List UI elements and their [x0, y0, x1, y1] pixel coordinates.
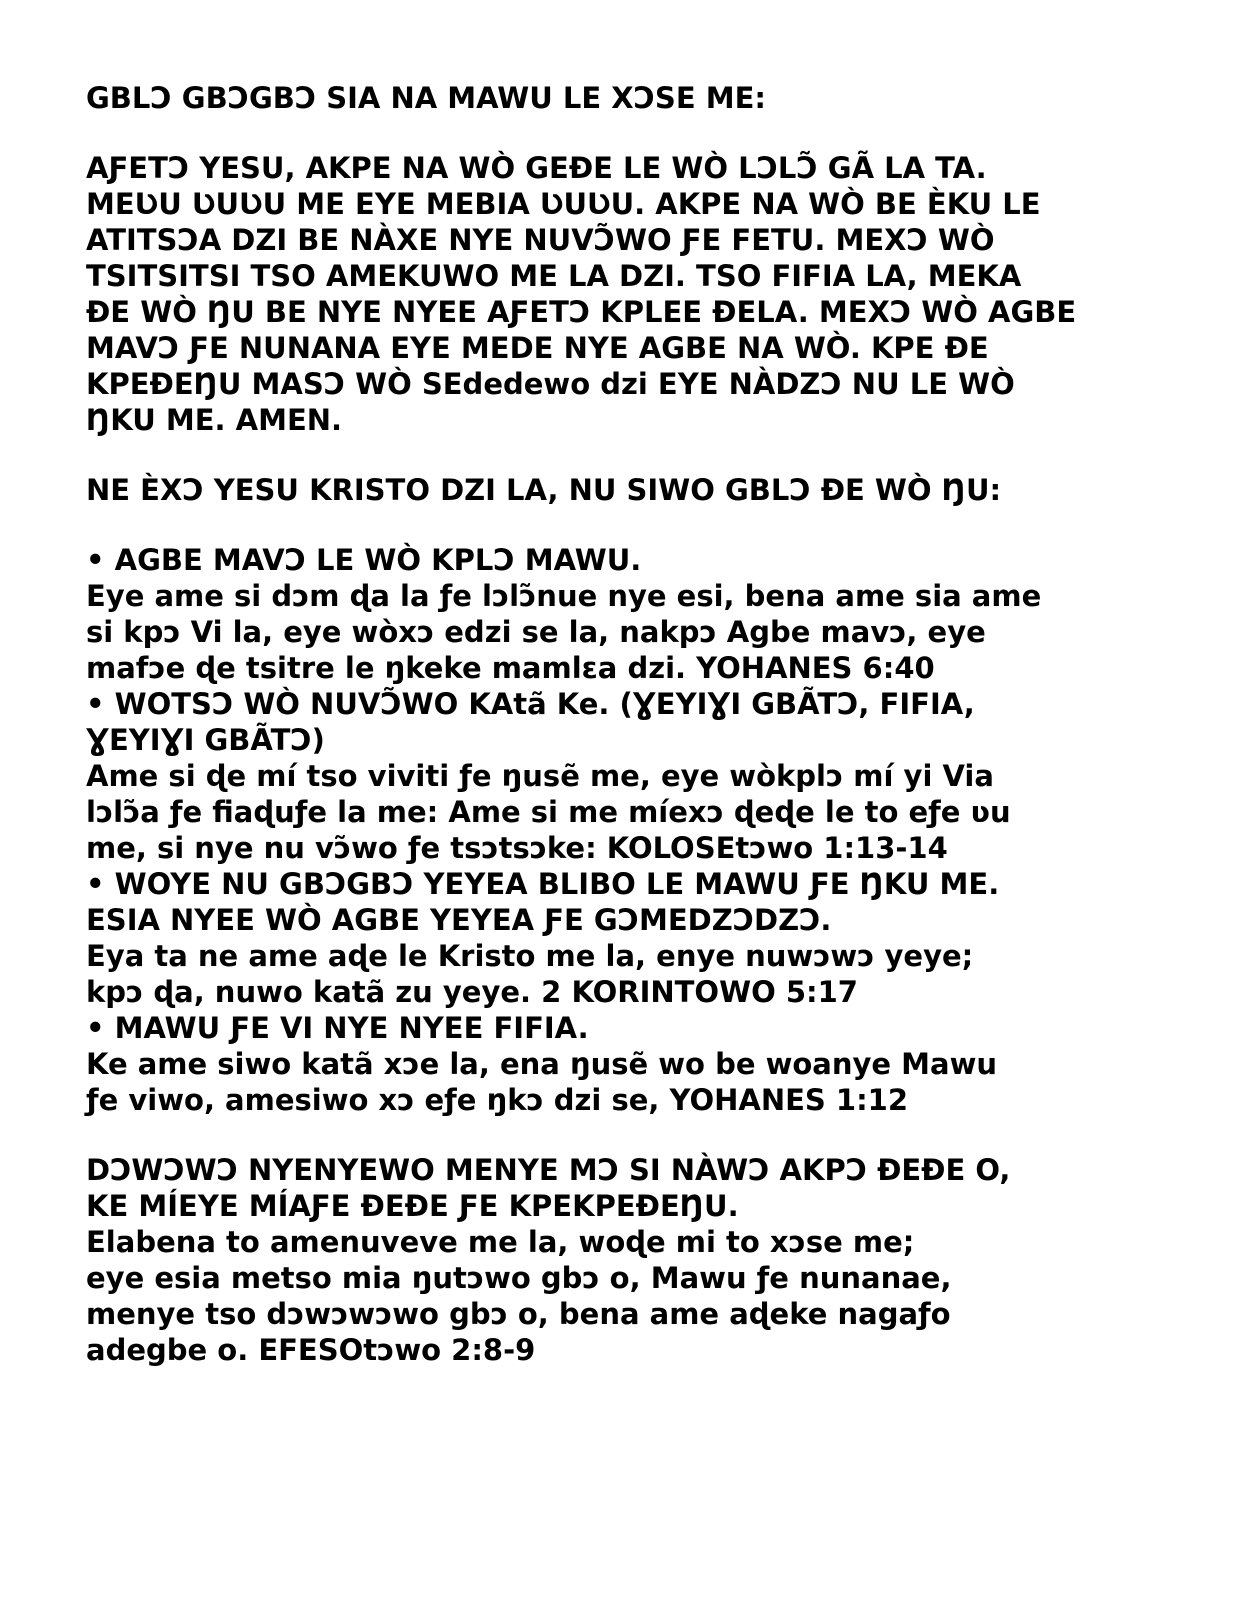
point-item: [86, 1010, 1144, 1118]
point-line: kpɔ ɖa, nuwo katã zu yeye. 2 KORINTOWO 5:17: [86, 975, 858, 1009]
point-line: ƔEYIƔI GBÃTƆ): [86, 723, 325, 757]
closing-line: eye esia metso mia ŋutɔwo gbɔ o, Mawu ƒe nunanae,: [86, 1261, 952, 1295]
prayer-line: KPEƉEŊU MASƆ WÒ SEdedewo dzi EYE NÀDZƆ NU LE WÒ: [86, 367, 1015, 401]
prayer-line: MEƲU ƲUƲU ME EYE MEBIA ƲUƲU. AKPE NA WÒ BE ÈKU LE: [86, 187, 1041, 221]
prayer-line: TSITSITSI TSO AMEKUWO ME LA DZI. TSO FIFIA LA, MEKA: [86, 259, 1022, 293]
prayer-line: ATITSƆA DZI BE NÀXE NYE NUVƆ̃WO ƑE FETU. MEXƆ WÒ: [86, 223, 995, 257]
point-line: ESIA NYEE WÒ AGBE YEYEA ƑE GƆMEDZƆDZƆ.: [86, 903, 832, 937]
point-line: Eya ta ne ame aɖe le Kristo me la, enye nuwɔwɔ yeye;: [86, 939, 974, 973]
point-line: Eye ame si dɔm ɖa la ƒe lɔlɔ̃nue nye esi, bena ame sia ame: [86, 579, 1042, 613]
point-line: • WOTSƆ WÒ NUVƆ̃WO KAtã Ke. (ƔEYIƔI GBÃTƆ, FIFIA,: [86, 687, 975, 721]
spacer: [86, 508, 1144, 542]
closing-line: DƆWƆWƆ NYENYEWO MENYE MƆ SI NÀWƆ AKPƆ ƉEƉE O,: [86, 1153, 1011, 1187]
point-line: mafɔe ɖe tsitre le ŋkeke mamlɛa dzi. YOHANES 6:40: [86, 651, 935, 685]
point-item: [86, 686, 1144, 866]
point-line: • AGBE MAVƆ LE WÒ KPLƆ MAWU.: [86, 543, 642, 577]
spacer: [86, 116, 1144, 150]
prayer-line: ŊKU ME. AMEN.: [86, 403, 343, 437]
section-heading: NE ÈXƆ YESU KRISTO DZI LA, NU SIWO GBLƆ ƉE WÒ ŊU:: [86, 473, 1002, 507]
point-item: [86, 542, 1144, 686]
point-line: lɔlɔ̃a ƒe fiaɖuƒe la me: Ame si me míexɔ ɖeɖe le to eƒe ʋu: [86, 795, 1011, 829]
closing-line: Elabena to amenuveve me la, woɖe mi to xɔse me;: [86, 1225, 915, 1259]
closing-line: adegbe o. EFESOtɔwo 2:8-9: [86, 1333, 536, 1367]
point-item: [86, 866, 1144, 1010]
point-line: • WOYE NU GBƆGBƆ YEYEA BLIBO LE MAWU ƑE ŊKU ME.: [86, 867, 1000, 901]
spacer: [86, 1118, 1144, 1152]
prayer-line: ƉE WÒ ŊU BE NYE NYEE AƑETƆ KPLEE ƉELA. MEXƆ WÒ AGBE: [86, 295, 1077, 329]
closing-paragraph: [86, 1152, 1144, 1368]
point-list: [86, 542, 1144, 1118]
spacer: [86, 438, 1144, 472]
page-title: GBLƆ GBƆGBƆ SIA NA MAWU LE XƆSE ME:: [86, 81, 766, 115]
prayer-paragraph: [86, 150, 1144, 438]
point-line: Ke ame siwo katã xɔe la, ena ŋusẽ wo be woanye Mawu: [86, 1047, 998, 1081]
prayer-line: MAVƆ ƑE NUNANA EYE MEDE NYE AGBE NA WÒ. KPE ƉE: [86, 331, 989, 365]
point-line: me, si nye nu vɔ̃wo ƒe tsɔtsɔke: KOLOSEtɔwo 1:13-14: [86, 831, 948, 865]
point-line: si kpɔ Vi la, eye wòxɔ edzi se la, nakpɔ Agbe mavɔ, eye: [86, 615, 986, 649]
point-line: Ame si ɖe mí tso viviti ƒe ŋusẽ me, eye wòkplɔ mí yi Via: [86, 759, 994, 793]
closing-line: KE MÍEYE MÍAƑE ƉEƉE ƑE KPEKPEƉEŊU.: [86, 1189, 739, 1223]
prayer-line: AƑETƆ YESU, AKPE NA WÒ GEƉE LE WÒ LƆLƆ̃ GÃ LA TA.: [86, 151, 987, 185]
closing-line: menye tso dɔwɔwɔwo gbɔ o, bena ame aɖeke nagaƒo: [86, 1297, 951, 1331]
point-line: ƒe viwo, amesiwo xɔ eƒe ŋkɔ dzi se, YOHANES 1:12: [86, 1083, 909, 1117]
point-line: • MAWU ƑE VI NYE NYEE FIFIA.: [86, 1011, 589, 1045]
